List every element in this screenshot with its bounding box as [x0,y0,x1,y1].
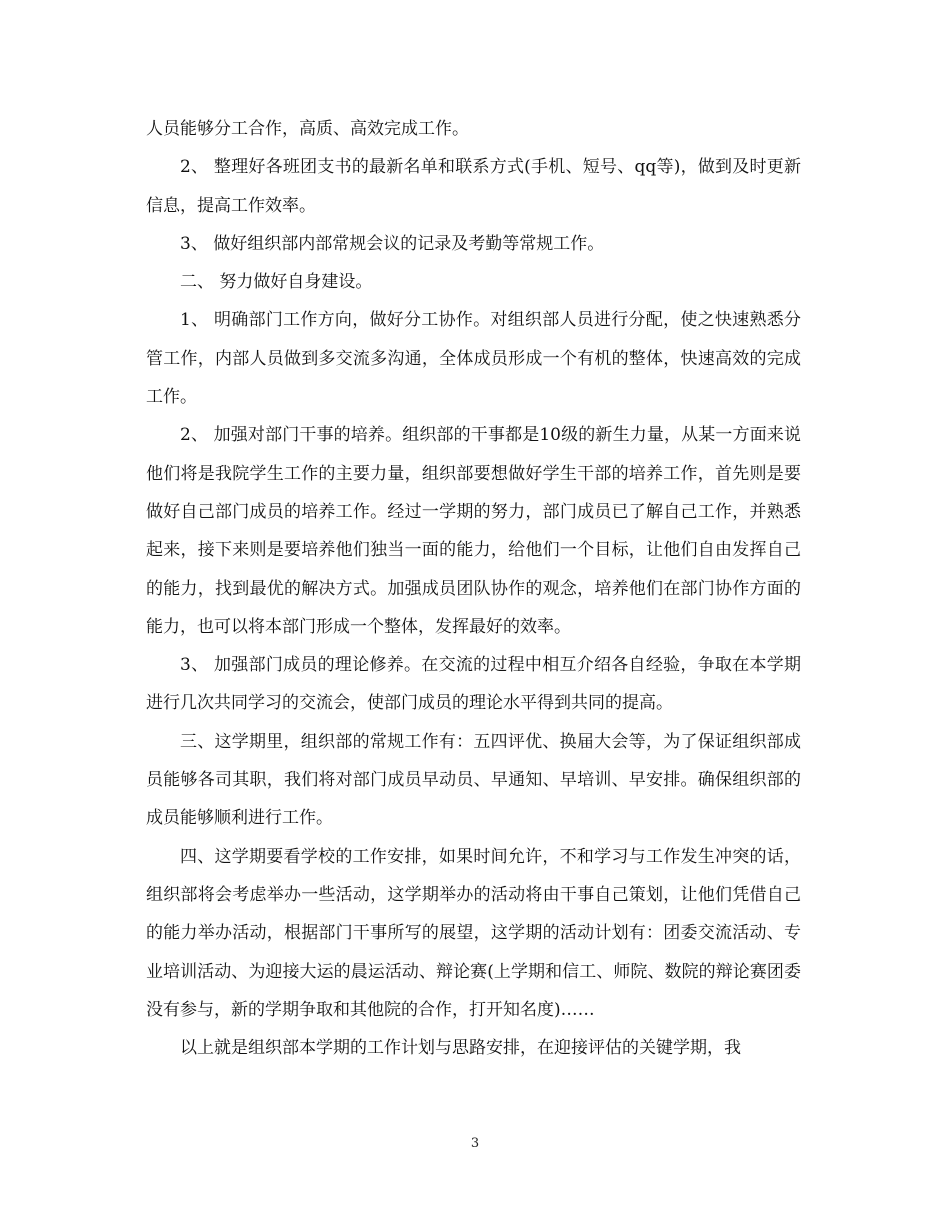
page-number: 3 [470,1136,480,1151]
paragraph-item-2-staff-training: 2、 加强对部门干事的培养。组织部的干事都是10级的新生力量，从某一方面来说他们将是我院学生工作的主要力量，组织部要想做好学生干部的培养工作，首先则是要做好自己部门成员的培养工作。经过一学期的努力，部门成员已了解自己工作，并熟悉起来，接下来则是要培养他们独当一面的能力，给他们一个目标，让他们自由发挥自己的能力，找到最优的解决方式。加强成员团队协作的观念，培养他们在部门协作方面的能力，也可以将本部门形成一个整体，发挥最好的效率。 [146,425,801,637]
paragraph-section-four-activities: 四、这学期要看学校的工作安排，如果时间允许，不和学习与工作发生冲突的话，组织部将会考虑举办一些活动，这学期举办的活动将由干事自己策划，让他们凭借自己的能力举办活动，根据部门干事所写的展望，这学期的活动计划有：团委交流活动、专业培训活动、为迎接大运的晨运活动、辩论赛(上学期和信工、师院、数院的辩论赛团委没有参与，新的学期争取和其他院的合作，打开知名度)…… [146,846,801,1020]
paragraph-item-3-meeting-records: 3、 做好组织部内部常规会议的记录及考勤等常规工作。 [180,233,605,254]
paragraph-item-2-contact-list: 2、 整理好各班团支书的最新名单和联系方式(手机、短号、qq等)，做到及时更新信息，提高工作效率。 [146,157,801,216]
body-text [146,110,801,1067]
paragraph-section-three-routine-work: 三、这学期里，组织部的常规工作有：五四评优、换届大会等，为了保证组织部成员能够各司其职，我们将对部门成员早动员、早通知、早培训、早安排。确保组织部的成员能够顺利进行工作。 [146,731,801,829]
paragraph-continuation: 人员能够分工合作，高质、高效完成工作。 [146,119,469,139]
section-heading-self-building: 二、 努力做好自身建设。 [180,272,373,293]
paragraph-item-1-work-direction: 1、 明确部门工作方向，做好分工协作。对组织部人员进行分配，使之快速熟悉分管工作，内部人员做到多交流多沟通，全体成员形成一个有机的整体，快速高效的完成工作。 [146,310,801,408]
paragraph-item-3-theory-cultivation: 3、 加强部门成员的理论修养。在交流的过程中相互介绍各自经验，争取在本学期进行几次共同学习的交流会，使部门成员的理论水平得到共同的提高。 [146,655,801,714]
paragraph-conclusion: 以上就是组织部本学期的工作计划与思路安排，在迎接评估的关键学期，我 [180,1038,741,1059]
